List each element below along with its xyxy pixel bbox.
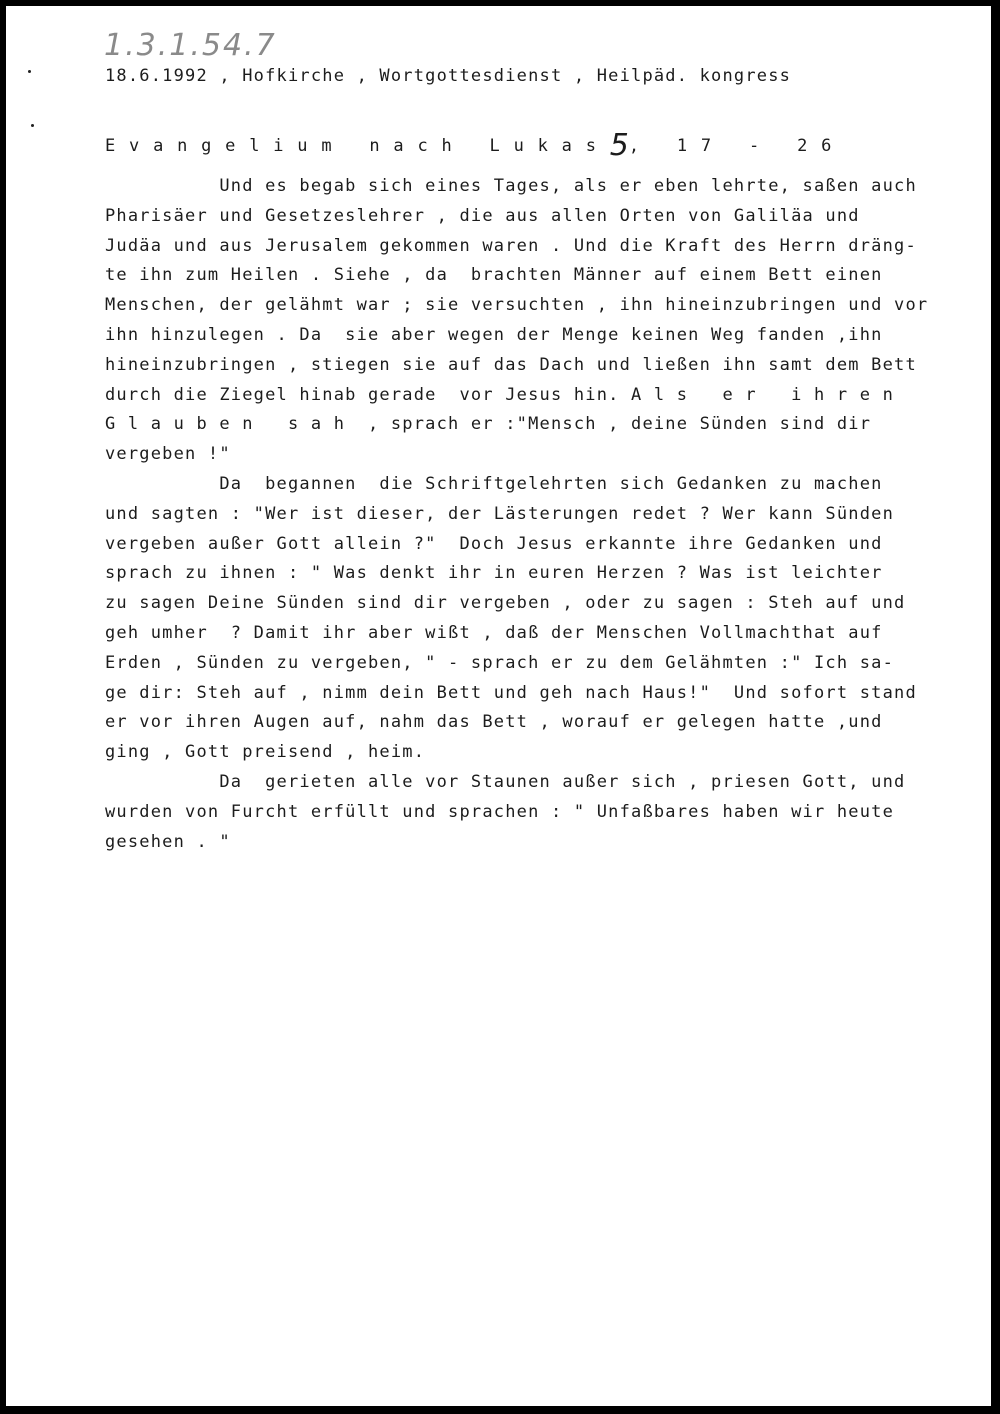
text-line: hineinzubringen , stiegen sie auf das Dach und ließen ihn samt dem Bett (105, 354, 917, 375)
text-line: zu sagen Deine Sünden sind dir vergeben , oder zu sagen : Steh auf und (105, 593, 906, 614)
text-line: ging , Gott preisend , heim. (105, 742, 426, 763)
gospel-title-verses: , 17 - 26 (628, 136, 846, 156)
document-page (6, 6, 991, 1406)
text-line: Da gerieten alle vor Staunen außer sich , priesen Gott, und (105, 772, 906, 792)
text-line: geh umher ? Damit ihr aber wißt , daß der Menschen Vollmachthat auf (105, 623, 883, 643)
text-line: te ihn zum Heilen . Siehe , da brachten Männer auf einem Bett einen (105, 265, 883, 286)
text-line: ihn hinzulegen . Da sie aber wegen der Menge keinen Weg fanden ,ihn (105, 325, 883, 345)
gospel-title-text: Evangelium nach Lukas (105, 136, 610, 156)
text-line: G l a u b e n s a h , sprach er :"Mensch , deine Sünden sind dir (105, 414, 872, 435)
text-line: durch die Ziegel hinab gerade vor Jesus hin. A l s e r i h r e n (105, 384, 895, 405)
text-line: Judäa und aus Jerusalem gekommen waren . Und die Kraft des Herrn dräng- (105, 235, 917, 256)
text-line: ge dir: Steh auf , nimm dein Bett und geh nach Haus!" Und sofort stand (105, 682, 917, 703)
text-line: Da begannen die Schriftgelehrten sich Gedanken zu machen (105, 474, 883, 494)
handwritten-chapter: 5 (609, 128, 629, 163)
text-line: wurden von Furcht erfüllt und sprachen : " Unfaßbares haben wir heute (105, 801, 895, 822)
text-line: Pharisäer und Gesetzeslehrer , die aus allen Orten von Galiläa und (105, 205, 860, 226)
text-line: und sagten : "Wer ist dieser, der Lästerungen redet ? Wer kann Sünden (105, 503, 895, 524)
header-line: 18.6.1992 , Hofkirche , Wortgottesdienst , Heilpäd. kongress (105, 66, 792, 86)
gospel-title (105, 124, 846, 163)
text-line: er vor ihren Augen auf, nahm das Bett , worauf er gelegen hatte ,und (105, 712, 883, 733)
margin-mark (28, 70, 31, 73)
text-line: Und es begab sich eines Tages, als er eben lehrte, saßen auch (105, 176, 917, 196)
handwritten-archive-number: 1.3.1.54.7 (104, 28, 277, 63)
text-line: Erden , Sünden zu vergeben, " - sprach er zu dem Gelähmten :" Ich sa- (105, 652, 895, 673)
text-line: Menschen, der gelähmt war ; sie versuchten , ihn hineinzubringen und vor (105, 295, 929, 316)
margin-mark (31, 124, 34, 127)
text-line: gesehen . " (105, 831, 231, 852)
text-line: vergeben außer Gott allein ?" Doch Jesus erkannte ihre Gedanken und (105, 533, 883, 554)
text-line: vergeben !" (105, 444, 231, 465)
text-line: sprach zu ihnen : " Was denkt ihr in euren Herzen ? Was ist leichter (105, 563, 883, 584)
